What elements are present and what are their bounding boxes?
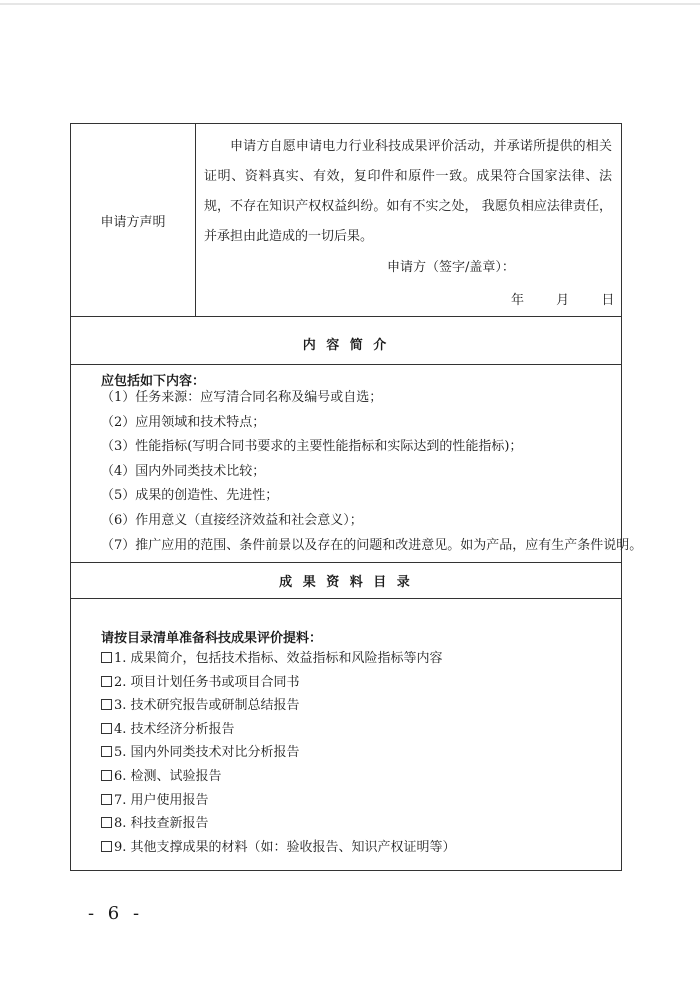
checklist-item — [101, 789, 456, 813]
checklist-item-label: 2. 项目计划任务书或项目合同书 — [114, 674, 300, 690]
checkbox-icon[interactable] — [101, 841, 112, 852]
checklist-item — [101, 694, 456, 718]
checkbox-icon[interactable] — [101, 770, 112, 781]
list-item: （5）成果的创造性、先进性； — [101, 488, 279, 504]
application-form-table — [70, 123, 643, 871]
checklist-item — [101, 765, 456, 789]
list-item: （3）性能指标(写明合同书要求的主要性能指标和实际达到的性能指标)； — [101, 439, 523, 455]
checklist-item-label: 4. 技术经济分析报告 — [114, 721, 235, 737]
signature-line: 申请方（签字/盖章）： — [387, 260, 515, 275]
checkbox-icon[interactable] — [101, 699, 112, 710]
checklist-item-label: 9. 其他支撑成果的材料（如：验收报告、知识产权证明等） — [114, 839, 456, 855]
row-divider — [71, 598, 621, 599]
declaration-label: 申请方声明 — [100, 214, 166, 230]
row-divider — [71, 316, 621, 317]
catalog-heading: 请按目录清单准备科技成果评价提料： — [101, 631, 323, 646]
intro-list — [101, 386, 642, 558]
checklist-item-label: 3. 技术研究报告或研制总结报告 — [114, 698, 300, 714]
list-item: （4）国内外同类技术比较； — [101, 463, 266, 479]
date-month-label: 月 — [556, 293, 570, 308]
date-line — [511, 289, 614, 308]
row-divider — [71, 562, 621, 563]
date-year-label: 年 — [511, 293, 525, 308]
checklist-item — [101, 671, 456, 695]
checkbox-icon[interactable] — [101, 817, 112, 828]
page-number: - 6 - — [88, 903, 144, 924]
declaration-column-divider — [195, 124, 196, 316]
checklist-item-label: 1. 成果简介，包括技术指标、效益指标和风险指标等内容 — [114, 651, 443, 666]
checkbox-icon[interactable] — [101, 723, 112, 734]
list-item: （7）推广应用的范围、条件前景以及存在的问题和改进意见。如为产品，应有生产条件说明。 — [101, 537, 643, 553]
checkbox-icon[interactable] — [101, 676, 112, 687]
checklist-item — [101, 718, 456, 742]
list-item: （1）任务来源：应写清合同名称及编号或自选； — [101, 390, 383, 405]
scan-top-edge — [0, 3, 700, 5]
catalog-checklist — [101, 647, 456, 859]
checklist-item-label: 6. 检测、试验报告 — [114, 768, 222, 784]
checklist-item — [101, 741, 456, 765]
checkbox-icon[interactable] — [101, 652, 112, 663]
checklist-item — [101, 812, 456, 836]
checklist-item — [101, 836, 456, 860]
catalog-section-title: 成 果 资 料 目 录 — [279, 575, 413, 590]
checklist-item-label: 5. 国内外同类技术对比分析报告 — [114, 745, 300, 761]
checkbox-icon[interactable] — [101, 746, 112, 757]
intro-section-title: 内 容 简 介 — [302, 338, 390, 353]
checklist-item-label: 7. 用户使用报告 — [114, 792, 209, 808]
intro-heading: 应包括如下内容： — [101, 374, 206, 389]
checkbox-icon[interactable] — [101, 794, 112, 805]
list-item: （6）作用意义（直接经济效益和社会意义）； — [101, 512, 363, 528]
checklist-item-label: 8. 科技查新报告 — [114, 816, 209, 832]
checklist-item — [101, 647, 456, 671]
row-divider — [71, 364, 621, 365]
date-day-label: 日 — [601, 293, 615, 308]
list-item: （2）应用领域和技术特点； — [101, 414, 266, 430]
declaration-text: 申请方自愿申请电力行业科技成果评价活动，并承诺所提供的相关证明、资料真实、有效，复印件和原件一致。成果符合国家法律、法规，不存在知识产权权益纠纷。如有不实之处， 我愿负相应法律责任，并承担由此造成的一切后果。 — [204, 139, 612, 244]
